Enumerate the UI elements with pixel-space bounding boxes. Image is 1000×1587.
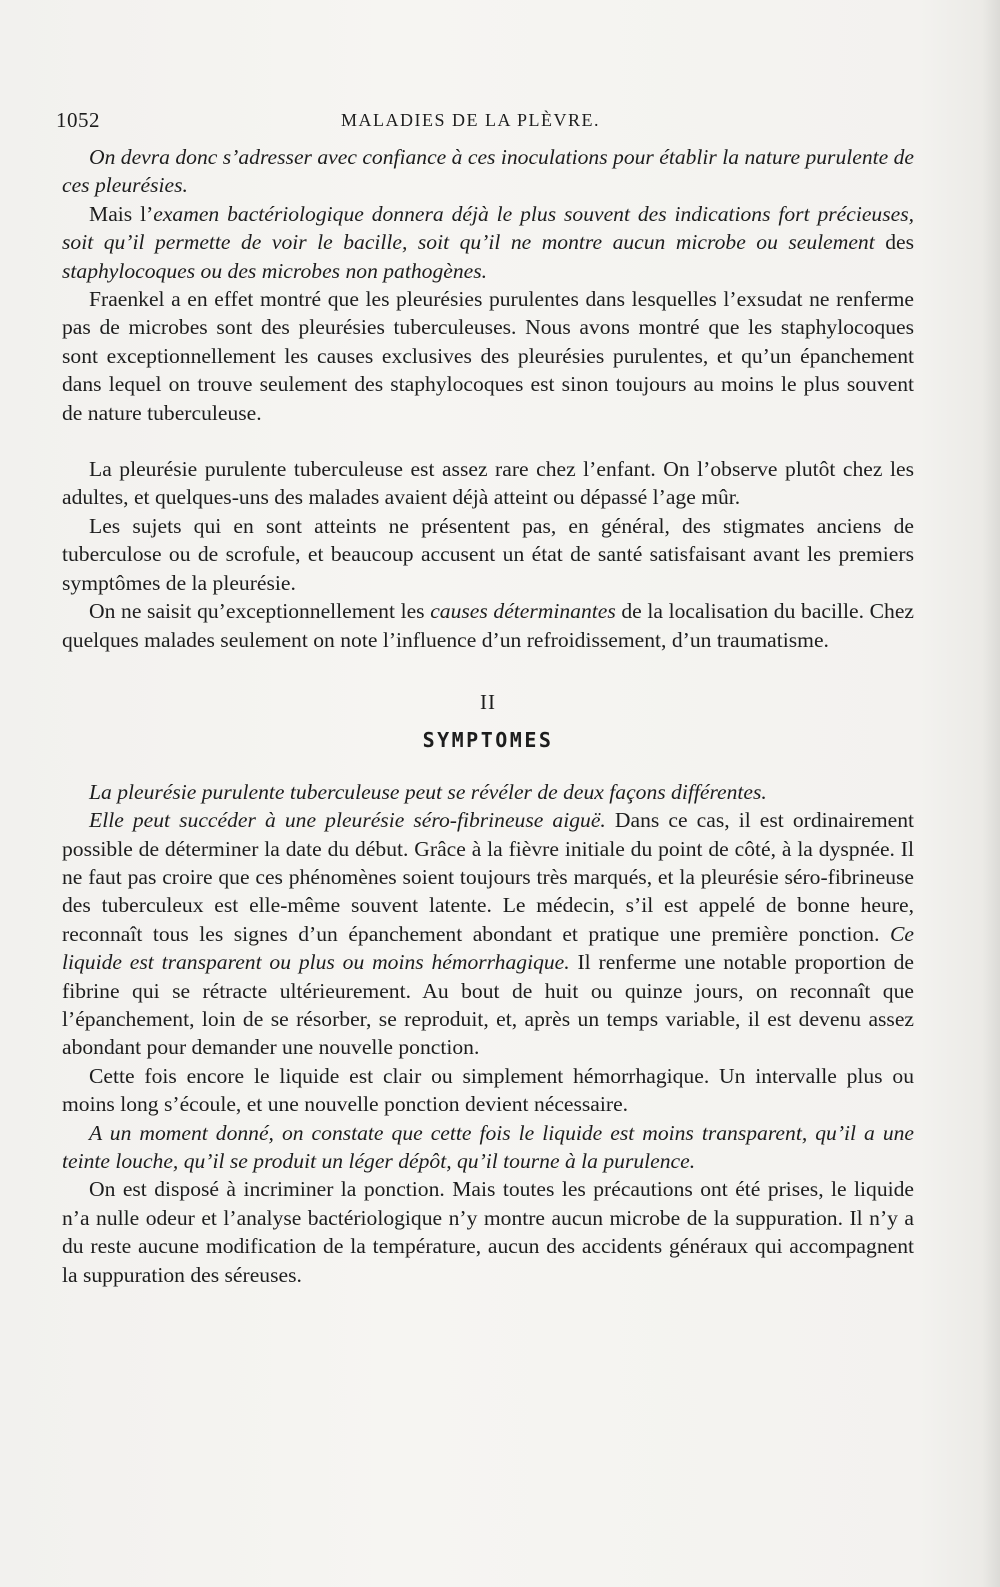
- text-segment: La pleurésie purulente tuberculeuse est assez rare chez l’enfant. On l’observe plutôt chez les adultes, et quelques-uns des malades avaient déjà atteint ou dépassé l’age mûr.: [62, 457, 914, 510]
- running-head: MALADIES DE LA PLÈVRE.: [341, 110, 600, 130]
- text-segment: Fraenkel a en effet montré que les pleurésies purulentes dans lesquelles l’exsudat ne renferme pas de microbes sont des pleurésies tuberculeuses. Nous avons montré que les staphylocoques sont exceptionnellement les causes exclusives des pleurésies purulentes, et qu’un épanchement dans lequel on trouve seulement des staphylocoques est sinon toujours au moins le plus souvent de nature tuberculeuse.: [62, 287, 914, 425]
- paragraphs-after-section: [62, 778, 914, 1289]
- text-segment: Les sujets qui en sont atteints ne présentent pas, en général, des stigmates anciens de tuberculose ou de scrofule, et beaucoup accusent un état de santé satisfaisant avant les premiers symptômes de la pleurésie.: [62, 513, 914, 595]
- paragraph: [62, 1175, 914, 1289]
- text-segment: Dans ce cas, il est ordinairement possible de déterminer la date du début. Grâce à la fièvre initiale du point de côté, à la dyspnée. Il ne faut pas croire que ces phénomènes soient toujours très marqués, et la pleurésie séro-fibrineuse des tuberculeux est elle-même souvent latente. Le médecin, s’il est appelé de bonne heure, reconnaît tous les signes d’un épanchement abondant et pratique une première ponction.: [62, 808, 915, 946]
- paragraph: [62, 455, 914, 512]
- italic-text-segment: La pleurésie purulente tuberculeuse peut se révéler de deux façons différentes.: [89, 779, 767, 804]
- italic-text-segment: Elle peut succéder à une pleurésie séro-fibrineuse aiguë.: [89, 808, 606, 833]
- text-segment: Il renferme une notable proportion de fibrine qui se rétracte ultérieurement. Au bout de huit ou quinze jours, on reconnaît que l’épanchement, loin de se résorber, se reproduit, et, après un temps variable, il est devenu assez abondant pour demander une nouvelle ponction.: [62, 950, 914, 1060]
- paragraph: [62, 1119, 914, 1176]
- paragraph: [62, 512, 914, 597]
- text-segment: Cette fois encore le liquide est clair ou simplement hémorrhagique. Un intervalle plus ou moins long s’écoule, et une nouvelle ponction devient nécessaire.: [62, 1063, 914, 1117]
- page-edge-shadow: [982, 0, 1000, 1587]
- page-header: [56, 108, 916, 138]
- paragraph: [62, 1062, 914, 1119]
- paragraph: [62, 778, 914, 806]
- text-segment: On est disposé à incriminer la ponction. Mais toutes les précautions ont été prises, le liquide n’a nulle odeur et l’analyse bactériologique n’y montre aucun microbe de la suppuration. Il n’y a du reste aucune modification de la température, aucun des accidents généraux qui accompagnent la suppuration des séreuses.: [62, 1177, 914, 1287]
- text-segment: de la localisation du bacille. Chez quelques malades seulement on note l’influence d’un refroidissement, d’un traumatisme.: [62, 599, 914, 652]
- page-number: 1052: [56, 108, 100, 132]
- paragraph: [62, 200, 914, 285]
- italic-text-segment: causes déterminantes: [430, 599, 616, 624]
- paragraph: [62, 143, 914, 200]
- section-number: II: [480, 689, 496, 714]
- text-segment: On ne saisit qu’exceptionnellement les: [89, 599, 431, 624]
- paragraph: [62, 597, 914, 654]
- paragraph: [62, 806, 914, 1062]
- italic-text-segment: Ce liquide est transparent ou plus ou moins hémorrhagique.: [62, 921, 914, 975]
- italic-text-segment: staphylocoques ou des microbes non pathogènes.: [62, 258, 488, 283]
- italic-text-segment: On devra donc s’adresser avec confiance à ces inoculations pour établir la nature purulente de ces pleurésies.: [62, 145, 914, 198]
- section-title: SYMPTOMES: [422, 728, 554, 753]
- text-segment: des: [874, 230, 914, 255]
- paragraphs-before-section: [62, 143, 914, 654]
- text-segment: Mais l’: [89, 201, 154, 226]
- body-text: [62, 143, 914, 1289]
- paragraph: [62, 285, 914, 427]
- italic-text-segment: A un moment donné, on constate que cette fois le liquide est moins transparent, qu’il a une teinte louche, qu’il se produit un léger dépôt, qu’il tourne à la purulence.: [62, 1120, 914, 1173]
- italic-text-segment: examen bactériologique donnera déjà le plus souvent des indications fort précieuses, soit qu’il permette de voir le bacille, soit qu’il ne montre aucun microbe ou seulement: [62, 201, 914, 255]
